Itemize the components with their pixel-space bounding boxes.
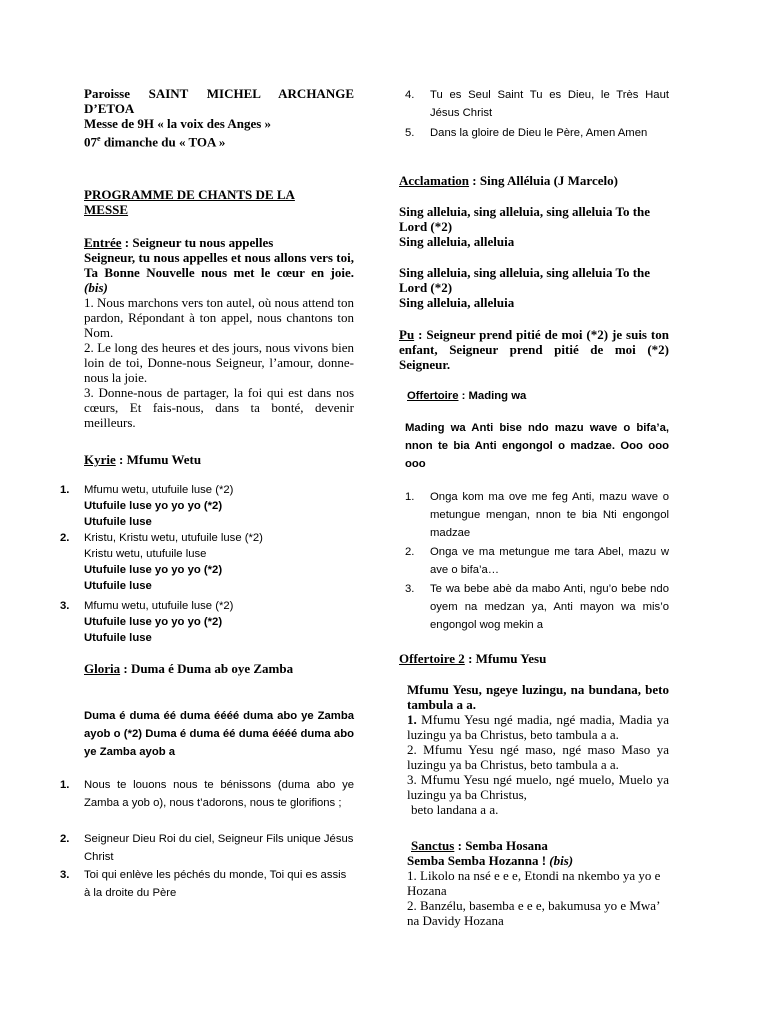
parish-name: Paroisse SAINT MICHEL ARCHANGE D’ETOA: [84, 86, 354, 116]
gloria-list: [60, 776, 354, 902]
entree-verse-1: 1. Nous marchons vers ton autel, où nous attend ton pardon, Répondant à ton appel, nous chantons ton Nom.: [84, 295, 354, 340]
entree-verse-3: 3. Donne-nous de partager, la foi qui est dans nos cœurs, Et fais-nous, dans ta bonté, devenir meilleurs.: [84, 385, 354, 430]
offertoire-item-2: 2. Onga ve ma metungue me tara Abel, mazu w ave o bifa’a…: [405, 546, 669, 576]
entree-section: [84, 235, 354, 430]
gloria-item-1: 1. Nous te louons nous te bénissons (duma abo ye Zamba a yob o), nous t’adorons, nous te glorifions ;: [60, 779, 354, 809]
sunday-title: 07e dimanche du « TOA »: [84, 134, 226, 150]
gloria-item-2: 2. Seigneur Dieu Roi du ciel, Seigneur Fils unique Jésus Christ: [60, 833, 354, 863]
offertoire-item-3: 3. Te wa bebe abè da mabo Anti, ngu’o bebe ndo oyem na medzan ya, Anti mayon wa mis’o engongol wog mekin a: [405, 583, 669, 631]
pu-section: Pu : Seigneur prend pitié de moi (*2) je suis ton enfant, Seigneur prend pitié de moi (*2) Seigneur.: [399, 327, 669, 372]
acclamation-stanza-2: Sing alleluia, sing alleluia, sing alleluia To the Lord (*2) Sing alleluia, alleluia: [399, 265, 651, 310]
offertoire-heading: Offertoire : Mading wa: [407, 390, 527, 402]
offertoire-refrain: Mading wa Anti bise ndo mazu wave o bifa’a, nnon te bia Anti engongol o madzae. Ooo ooo ooo: [405, 422, 669, 470]
kyrie-item-2: 2. Kristu, Kristu wetu, utufuile luse (*2) Kristu wetu, utufuile luse Utufuile luse yo yo yo (*2) Utufuile luse: [60, 532, 263, 592]
kyrie-item-1: 1. Mfumu wetu, utufuile luse (*2) Utufuile luse yo yo yo (*2) Utufuile luse: [60, 484, 234, 528]
entree-bis: (bis): [84, 280, 108, 295]
gloria-item-3: 3. Toi qui enlève les péchés du monde, Toi qui es assis à la droite du Père: [60, 869, 347, 899]
kyrie-heading: Kyrie : Mfumu Wetu: [84, 452, 202, 467]
entree-verse-2: 2. Le long des heures et des jours, nous vivons bien loin de toi, Donne-nous Seigneur, l’amour, donne-nous la joie.: [84, 340, 354, 385]
gloria-heading: Gloria : Duma é Duma ab oye Zamba: [84, 661, 294, 676]
entree-refrain: Seigneur, tu nous appelles et nous allons vers toi, Ta Bonne Nouvelle nous met le cœur en joie.: [84, 250, 354, 280]
mass-title: Messe de 9H « la voix des Anges »: [84, 116, 272, 131]
kyrie-list: [60, 482, 360, 646]
offertoire-list: [405, 488, 669, 634]
gloria-item-4: 4. Tu es Seul Saint Tu es Dieu, le Très Haut Jésus Christ: [405, 89, 669, 119]
kyrie-item-3: 3. Mfumu wetu, utufuile luse (*2) Utufuile luse yo yo yo (*2) Utufuile luse: [60, 600, 234, 644]
offertoire-item-1: 1. Onga kom ma ove me feg Anti, mazu wave o metungue mengan, nnon te bia Nti engongol madzae: [405, 491, 669, 539]
gloria-refrain: Duma é duma éé duma éééé duma abo ye Zamba ayob o (*2) Duma é duma éé duma éééé duma abo ye Zamba ayob a: [84, 710, 354, 758]
offertoire2-heading: Offertoire 2 : Mfumu Yesu: [399, 651, 547, 666]
gloria-item-5: 5. Dans la gloire de Dieu le Père, Amen Amen: [405, 127, 648, 139]
acclamation-stanza-1: Sing alleluia, sing alleluia, sing alleluia To the Lord (*2) Sing alleluia, alleluia: [399, 204, 651, 249]
gloria-continued-list: [405, 86, 669, 160]
acclamation-heading: Acclamation : Sing Alléluia (J Marcelo): [399, 173, 618, 188]
entree-title: : Seigneur tu nous appelles: [121, 235, 274, 250]
sanctus-section: Sanctus : Semba Hosana Semba Semba Hozanna ! (bis) 1. Likolo na nsé e e e, Etondi na nkembo ya yo e Hozana 2. Banzélu, basemba e e e, bakumusa yo e Mwa’ na Davidy Hozana: [407, 838, 661, 928]
offertoire2-section: Mfumu Yesu, ngeye luzingu, na bundana, beto tambula a a. 1. Mfumu Yesu ngé madia, ngé madia, Madia ya luzingu ya ba Christus, beto tambula a a. 2. Mfumu Yesu ngé maso, ngé maso Maso ya luzingu ya ba Christus, beto tambula a a. 3. Mfumu Yesu ngé muelo, ngé muelo, Muelo ya luzingu ya ba Christus, beto landana a a.: [407, 682, 669, 817]
parish-header: [84, 86, 354, 149]
programme-title: PROGRAMME DE CHANTS DE LA MESSE: [84, 187, 295, 217]
entree-label: Entrée: [84, 235, 122, 250]
